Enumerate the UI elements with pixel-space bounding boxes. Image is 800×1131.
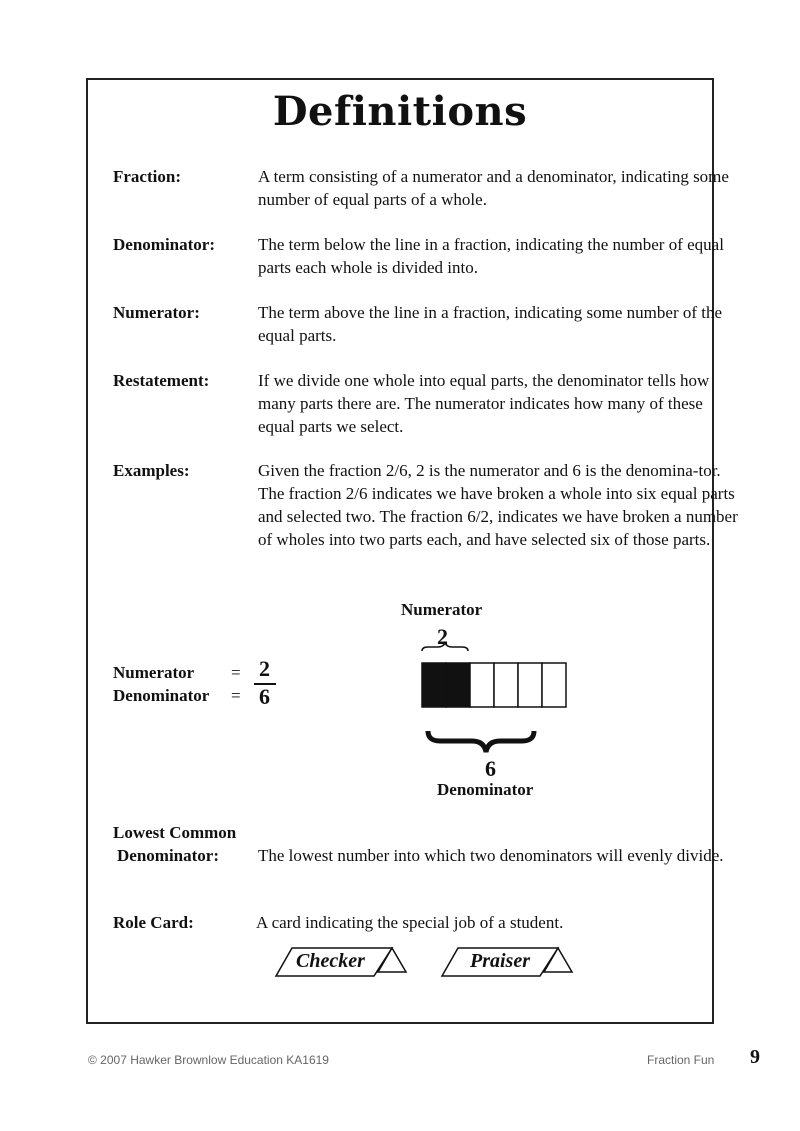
equals-sign: = bbox=[231, 663, 241, 682]
unshaded-part bbox=[518, 663, 542, 707]
definition-denominator: The term below the line in a fraction, indicating the number of equal parts each whole is divided into. bbox=[258, 235, 724, 277]
definition-fraction: A term consisting of a numerator and a denominator, indicating some number of equal parts of a whole. bbox=[258, 167, 729, 209]
definition-numerator: The term above the line in a fraction, indicating some number of the equal parts. bbox=[258, 303, 723, 345]
definition-examples: Given the fraction 2/6, 2 is the numerator and 6 is the denomina-tor. The fraction 2/6 indicates we have broken a whole into six equal parts and selected two. The fraction 6/2, indicates we have broken a number of wholes into two parts each, and have selected six of those parts. bbox=[258, 461, 738, 549]
bar-denominator-value: 6 bbox=[485, 756, 496, 781]
bar-numerator-label: Numerator bbox=[401, 600, 483, 619]
term-lcd-line1: Lowest Common bbox=[113, 823, 237, 842]
unshaded-part bbox=[494, 663, 518, 707]
fraction-denominator-value: 6 bbox=[259, 684, 270, 709]
unshaded-part bbox=[542, 663, 566, 707]
definition-lcd: The lowest number into which two denominators will evenly divide. bbox=[258, 846, 724, 865]
term-fraction: Fraction: bbox=[113, 167, 181, 186]
bar-numerator-value: 2 bbox=[437, 624, 448, 649]
praiser-card-label: Praiser bbox=[470, 950, 530, 972]
term-denominator: Denominator: bbox=[113, 235, 215, 254]
fraction-denominator-label: Denominator bbox=[113, 686, 210, 705]
footer-copyright: © 2007 Hawker Brownlow Education KA1619 bbox=[88, 1053, 329, 1067]
definition-role-card: A card indicating the special job of a student. bbox=[256, 913, 564, 932]
large-brace bbox=[428, 731, 534, 752]
shaded-part bbox=[422, 663, 446, 707]
checker-card-label: Checker bbox=[296, 950, 365, 972]
page-title: Definitions bbox=[272, 88, 528, 135]
praiser-role-card bbox=[440, 942, 576, 980]
page-border bbox=[86, 78, 714, 1024]
page-number: 9 bbox=[750, 1046, 760, 1068]
small-brace bbox=[422, 643, 468, 651]
fraction-bar-diagram bbox=[410, 640, 580, 760]
definition-restatement: If we divide one whole into equal parts, the denominator tells how many parts there are. The numerator indicates how many of these equal parts we select. bbox=[258, 371, 710, 436]
term-lcd-line2: Denominator: bbox=[117, 846, 219, 865]
term-examples: Examples: bbox=[113, 461, 190, 480]
bar-denominator-label: Denominator bbox=[437, 780, 534, 799]
shaded-part bbox=[446, 663, 470, 707]
checker-role-card bbox=[274, 942, 410, 980]
term-numerator: Numerator: bbox=[113, 303, 200, 322]
term-restatement: Restatement: bbox=[113, 371, 210, 390]
equals-sign: = bbox=[231, 686, 241, 705]
fraction-numerator-label: Numerator bbox=[113, 663, 195, 682]
footer-book-title: Fraction Fun bbox=[647, 1053, 715, 1067]
fraction-numerator-value: 2 bbox=[259, 656, 270, 681]
unshaded-part bbox=[470, 663, 494, 707]
term-role-card: Role Card: bbox=[113, 913, 194, 932]
